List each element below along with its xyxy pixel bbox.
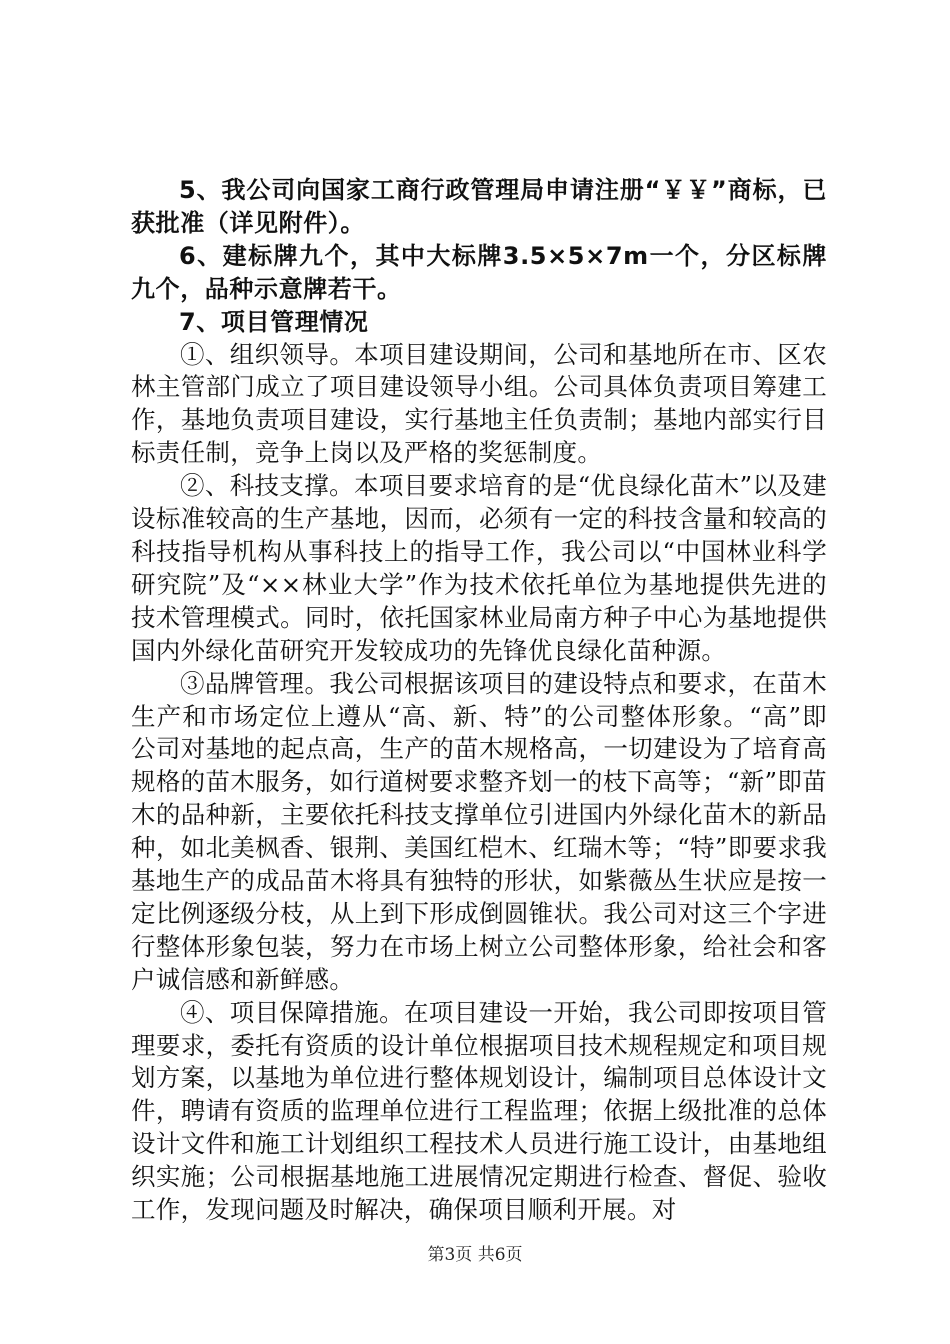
- paragraph-technology-support: ②、科技支撑。本项目要求培育的是“优良绿化苗木”以及建设标准较高的生产基地，因而，必须有一定的科技含量和较高的科技指导机构从事科技上的指导工作，我公司以“中国林业科学研究院”及“××林业大学”作为技术依托单位为基地提供先进的技术管理模式。同时，依托国家林业局南方种子中心为基地提供国内外绿化苗研究开发较成功的先锋优良绿化苗种源。: [131, 471, 827, 665]
- paragraph-item-6-signboards: 6、建标牌九个，其中大标牌3.5×5×7m一个，分区标牌九个，品种示意牌若干。: [131, 241, 827, 303]
- paragraph-brand-management: ③品牌管理。我公司根据该项目的建设特点和要求，在苗木生产和市场定位上遵从“高、新、特”的公司整体形象。“高”即公司对基地的起点高，生产的苗木规格高，一切建设为了培育高规格的苗木服务，如行道树要求整齐划一的枝下高等；“新”即苗木的品种新，主要依托科技支撑单位引进国内外绿化苗木的新品种，如北美枫香、银荆、美国红桤木、红瑞木等；“特”即要求我基地生产的成品苗木将具有独特的形状，如紫薇丛生状应是按一定比例逐级分枝，从上到下形成倒圆锥状。我公司对这三个字进行整体形象包装，努力在市场上树立公司整体形象，给社会和客户诚信感和新鲜感。: [131, 668, 827, 994]
- paragraph-project-safeguards: ④、项目保障措施。在项目建设一开始，我公司即按项目管理要求，委托有资质的设计单位根据项目技术规程规定和项目规划方案，以基地为单位进行整体规划设计，编制项目总体设计文件，聘请有资质的监理单位进行工程监理；依据上级批准的总体设计文件和施工计划组织工程技术人员进行施工设计，由基地组织实施；公司根据基地施工进展情况定期进行检查、督促、验收工作，发现问题及时解决，确保项目顺利开展。对: [131, 997, 827, 1225]
- section-heading-project-management: 7、项目管理情况: [179, 307, 369, 336]
- page-number-footer: 第3页 共6页: [427, 1245, 523, 1265]
- paragraph-item-5-trademark: 5、我公司向国家工商行政管理局申请注册“￥￥”商标，已获批准（详见附件）。: [131, 176, 827, 237]
- paragraph-organization-leadership: ①、组织领导。本项目建设期间，公司和基地所在市、区农林主管部门成立了项目建设领导小组。公司具体负责项目筹建工作，基地负责项目建设，实行基地主任负责制；基地内部实行目标责任制，竞争上岗以及严格的奖惩制度。: [131, 339, 827, 468]
- document-body: [131, 174, 827, 1227]
